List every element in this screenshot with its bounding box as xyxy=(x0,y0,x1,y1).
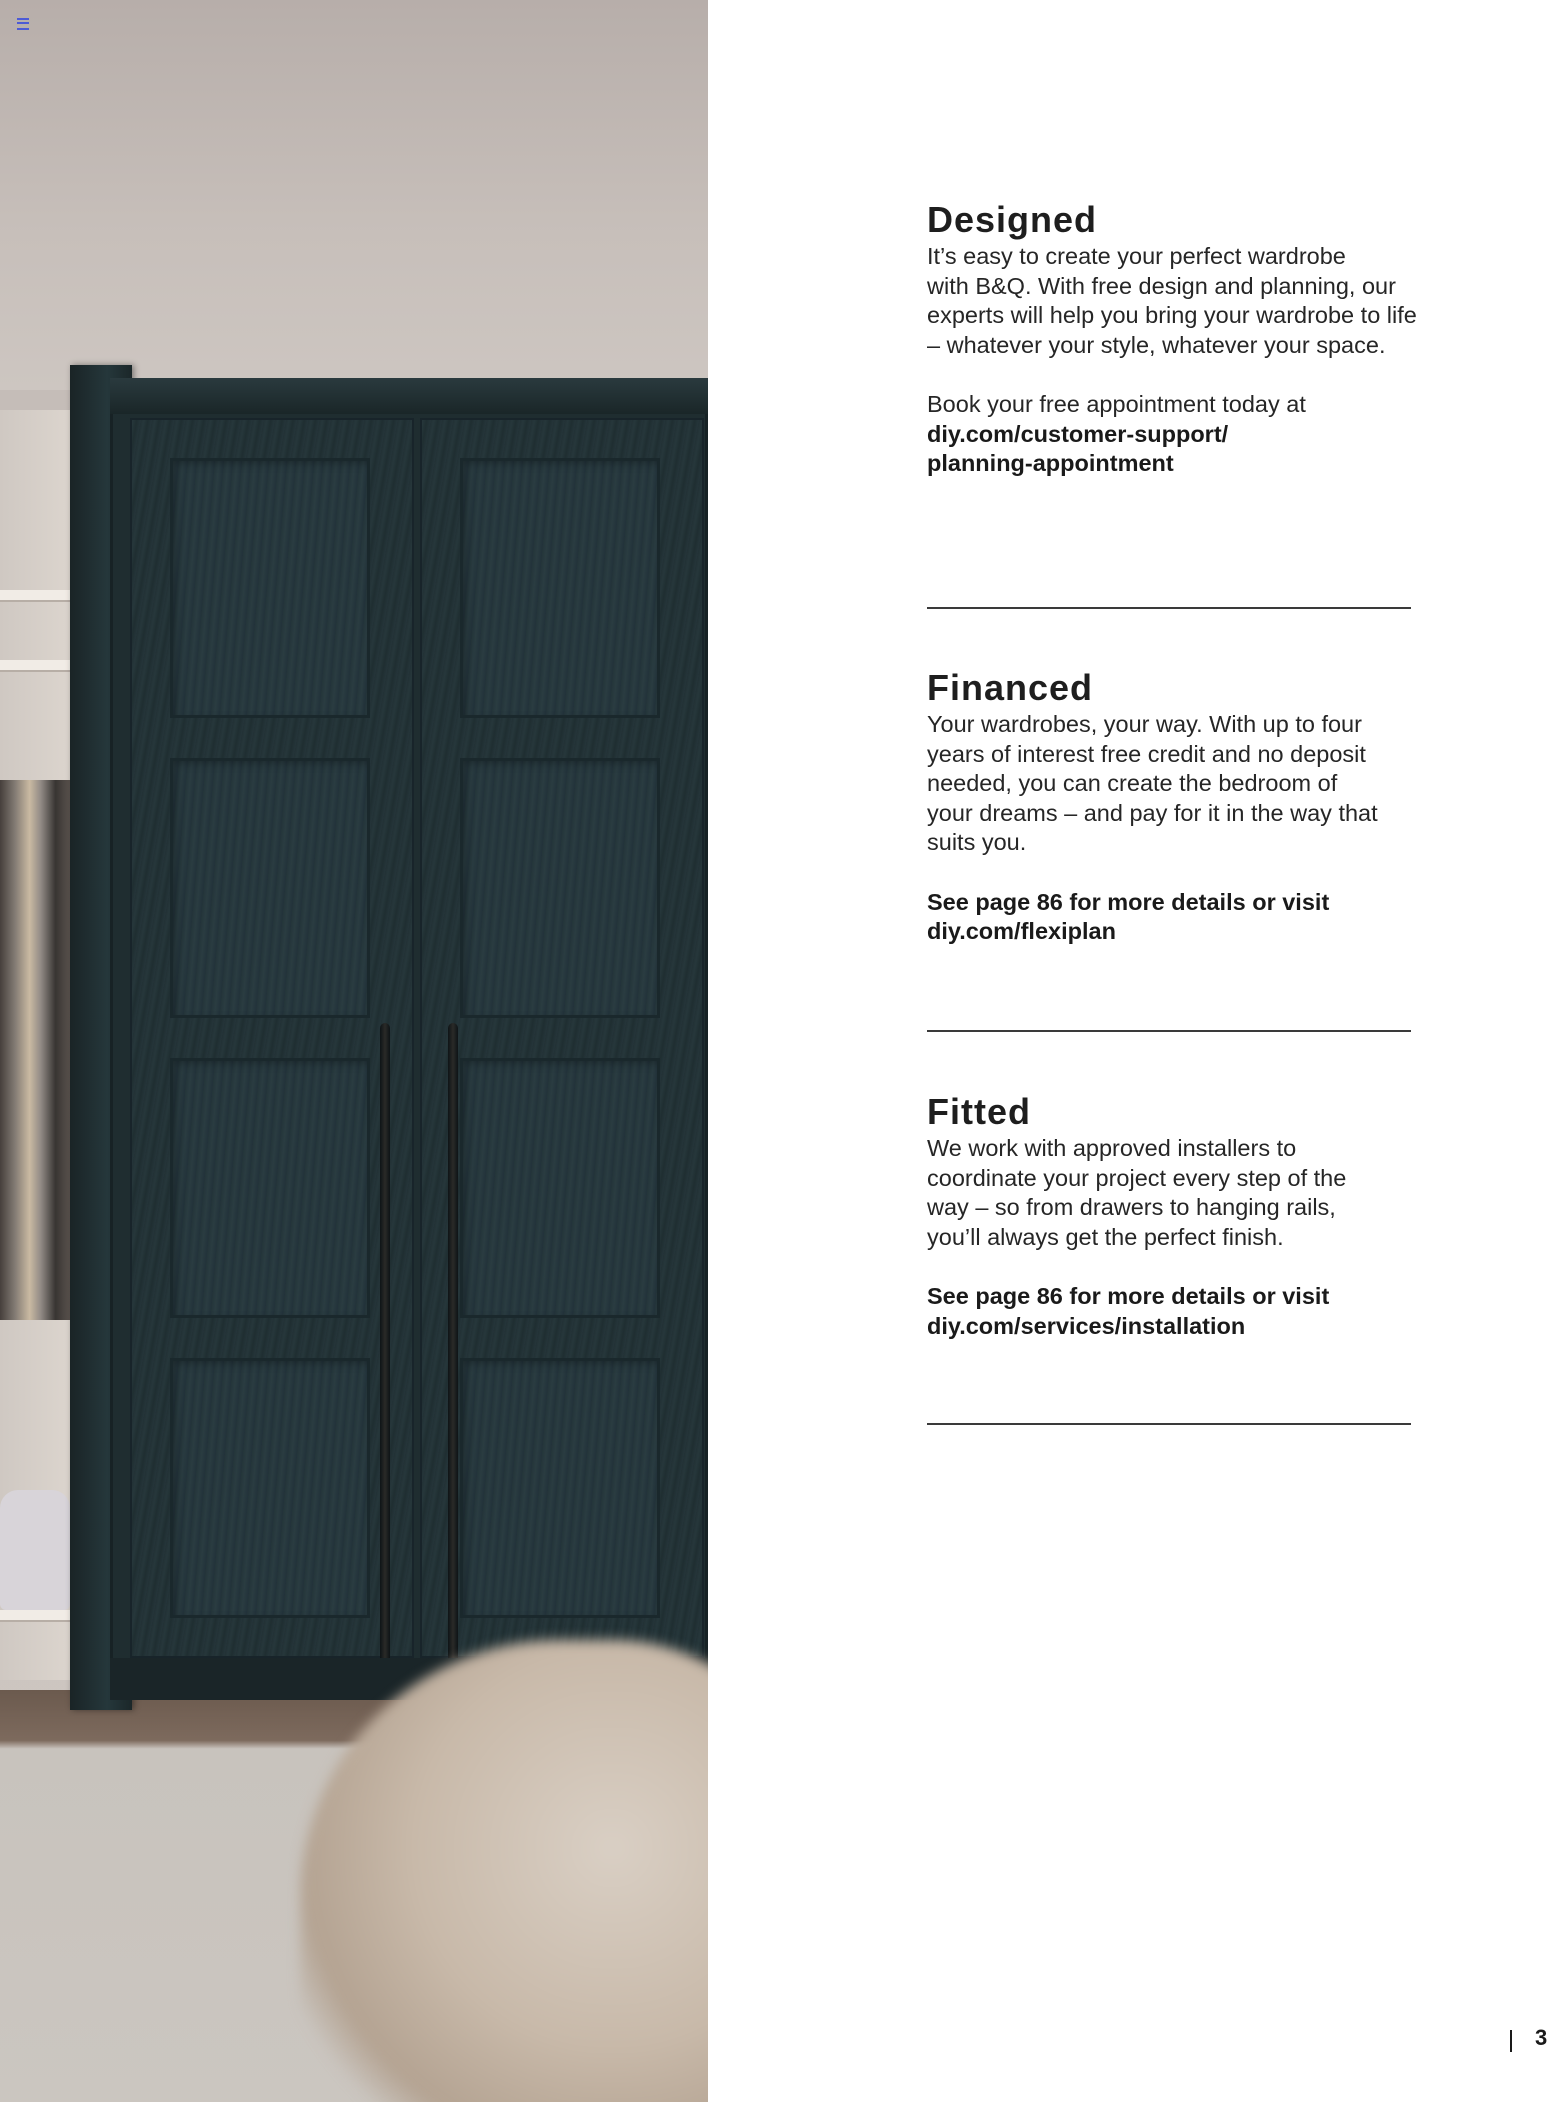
body-line: suits you. xyxy=(927,829,1027,856)
body-line: It’s easy to create your perfect wardrobe xyxy=(927,243,1346,269)
wardrobe-cabinet xyxy=(110,378,708,1700)
section-designed xyxy=(927,198,1427,479)
body-line: years of interest free credit and no deposit xyxy=(927,740,1366,767)
door-panel xyxy=(460,758,660,1018)
section-title: Financed xyxy=(927,667,1094,708)
installation-link[interactable]: diy.com/services/installation xyxy=(927,1312,1246,1339)
wardrobe-photo xyxy=(0,0,708,2102)
door-panel xyxy=(170,758,370,1018)
interior-shelf xyxy=(0,590,78,602)
page-number-separator xyxy=(1510,2030,1512,2052)
door-panel xyxy=(460,458,660,718)
door-panel xyxy=(170,1058,370,1318)
door-panel xyxy=(460,1058,660,1318)
body-line: We work with approved installers to xyxy=(927,1135,1297,1161)
interior-shelf xyxy=(0,1610,78,1622)
details-line: See page 86 for more details or visit xyxy=(927,1282,1330,1309)
wall xyxy=(0,0,708,390)
appointment-link[interactable]: planning-appointment xyxy=(927,450,1174,477)
divider xyxy=(927,1030,1411,1032)
divider xyxy=(927,607,1411,609)
page-number: 3 xyxy=(1535,2025,1548,2050)
door-panel xyxy=(170,458,370,718)
body-line: needed, you can create the bedroom of xyxy=(927,770,1338,797)
details-line: See page 86 for more details or visit xyxy=(927,888,1330,915)
body-line: coordinate your project every step of the xyxy=(927,1164,1347,1191)
door-handle xyxy=(380,1023,390,1663)
body-line: experts will help you bring your wardrobe to life xyxy=(927,302,1417,329)
body-line: – whatever your style, whatever your space. xyxy=(927,331,1386,358)
wardrobe-door-left xyxy=(130,418,414,1658)
door-handle xyxy=(448,1023,458,1663)
section-title: Fitted xyxy=(927,1091,1031,1132)
handbag xyxy=(0,1490,70,1610)
cta-line: Book your free appointment today at xyxy=(927,390,1306,417)
wardrobe-door-right xyxy=(420,418,704,1658)
body-line: you’ll always get the perfect finish. xyxy=(927,1223,1284,1250)
hanging-clothes xyxy=(0,780,74,1320)
section-financed xyxy=(927,666,1427,947)
door-panel xyxy=(170,1358,370,1618)
appointment-link[interactable]: diy.com/customer-support/ xyxy=(927,420,1229,447)
door-panel xyxy=(460,1358,660,1618)
divider xyxy=(927,1423,1411,1425)
section-title: Designed xyxy=(927,199,1098,240)
flexiplan-link[interactable]: diy.com/flexiplan xyxy=(927,918,1116,945)
wardrobe-cornice xyxy=(110,378,708,414)
interior-shelf xyxy=(0,660,78,672)
body-line: with B&Q. With free design and planning, our xyxy=(927,272,1396,299)
menu-icon[interactable] xyxy=(17,18,29,30)
body-line: Your wardrobes, your way. With up to four xyxy=(927,711,1362,737)
section-fitted xyxy=(927,1090,1427,1341)
body-line: way – so from drawers to hanging rails, xyxy=(927,1194,1336,1221)
body-line: your dreams – and pay for it in the way that xyxy=(927,799,1378,826)
